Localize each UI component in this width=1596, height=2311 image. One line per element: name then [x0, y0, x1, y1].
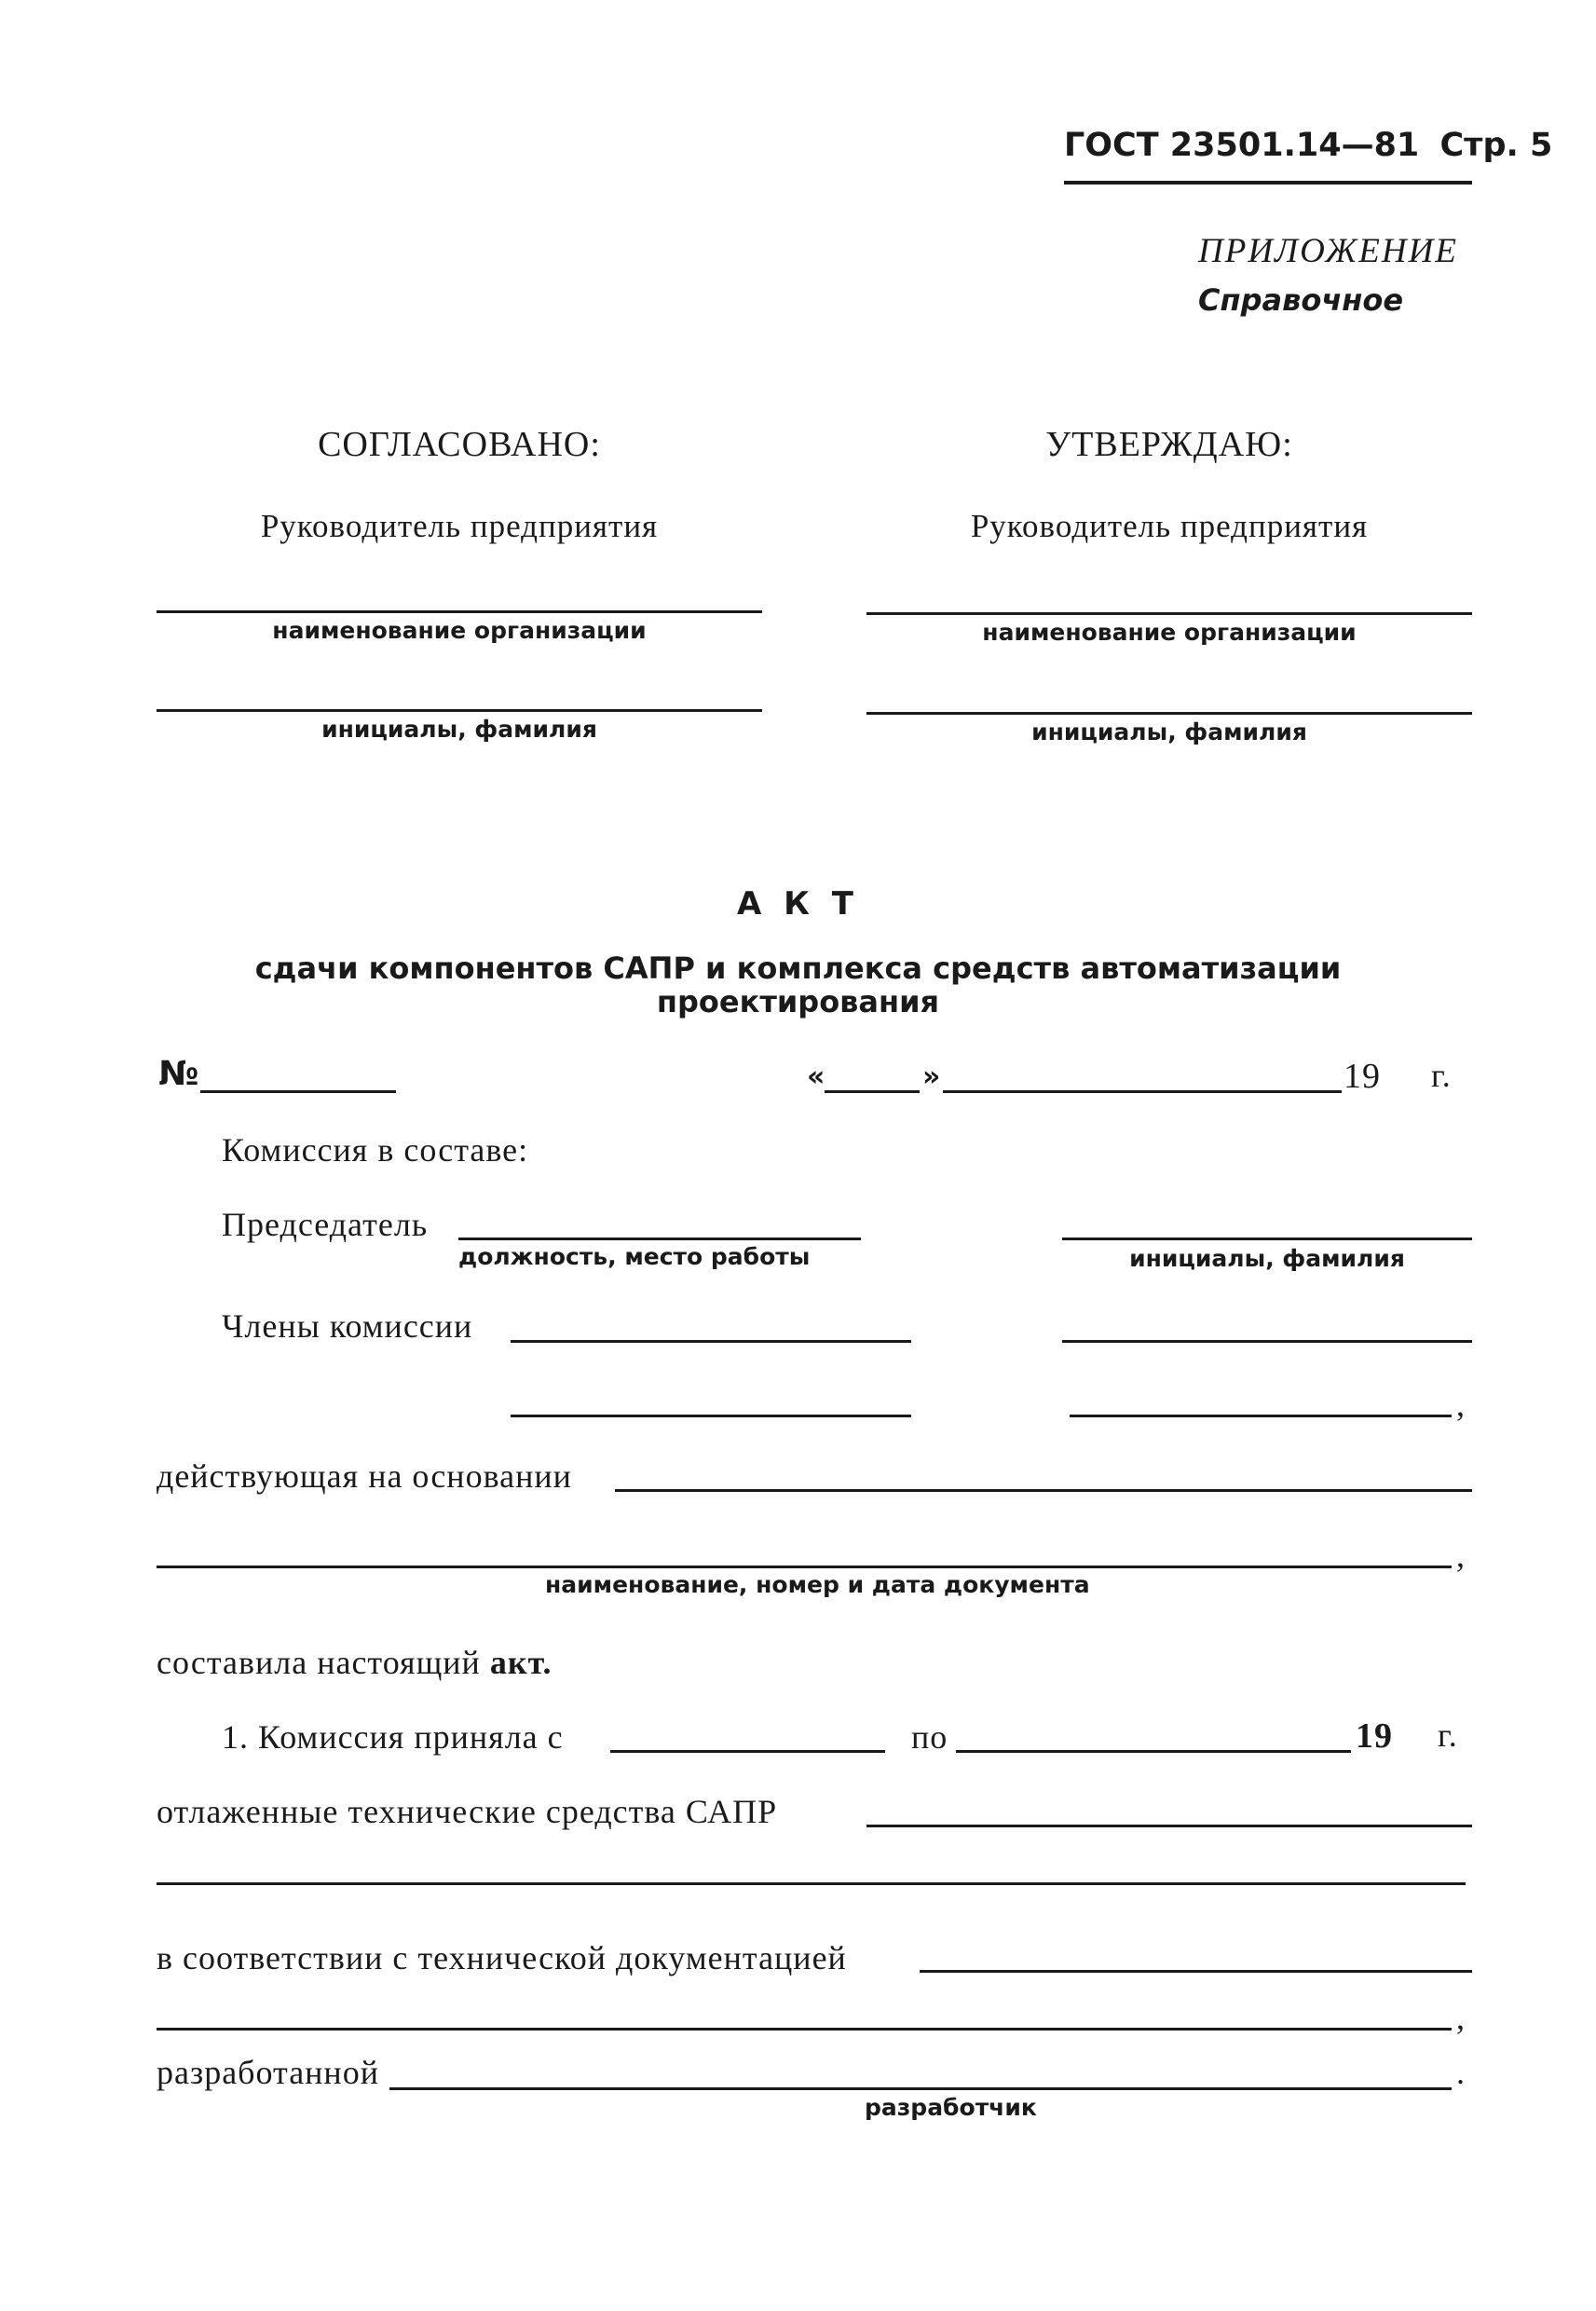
month-line — [943, 1090, 1342, 1093]
approved-name-caption: инициалы, фамилия — [1031, 718, 1307, 745]
docs-line-1 — [920, 1970, 1472, 1973]
hardware-line-2 — [157, 1882, 1466, 1885]
number-line — [200, 1090, 396, 1093]
header-rule — [1064, 181, 1472, 185]
accepted-from-label: 1. Комиссия приняла с — [222, 1718, 564, 1756]
members-label: Члены комиссии — [222, 1307, 473, 1345]
agreed-org-line — [157, 610, 762, 613]
commission-intro: Комиссия в составе: — [222, 1131, 529, 1169]
day-line — [825, 1090, 920, 1093]
chairman-label: Председатель — [222, 1206, 429, 1243]
developer-caption: разработчик — [865, 2094, 1037, 2121]
approved-org-caption: наименование организации — [982, 619, 1357, 646]
document-caption: наименование, номер и дата документа — [545, 1571, 1090, 1598]
agreed-heading: СОГЛАСОВАНО: — [318, 425, 601, 464]
member1-position-line — [511, 1340, 911, 1343]
agreed-name-caption: инициалы, фамилия — [321, 716, 597, 743]
basis-line-1 — [615, 1489, 1472, 1492]
approved-name-line — [866, 712, 1472, 715]
act-title: А К Т — [737, 885, 859, 923]
to-date-line — [956, 1750, 1351, 1753]
chairman-name-caption: инициалы, фамилия — [1129, 1245, 1405, 1272]
composed-act: акт. — [489, 1644, 552, 1681]
developer-period: . — [1456, 2054, 1466, 2091]
agreed-role: Руководитель предприятия — [260, 508, 659, 544]
hardware-label: отлаженные технические средства САПР — [157, 1793, 778, 1830]
basis-comma: , — [1456, 1537, 1466, 1574]
page-header — [1064, 127, 1552, 164]
act-subtitle-line1: сдачи компонентов САПР и комплекса средств автоматизации — [254, 950, 1342, 986]
basis-line-2 — [157, 1566, 1452, 1568]
standard-number: ГОСТ 23501.14—81 — [1064, 127, 1420, 164]
basis-label: действующая на основании — [157, 1457, 572, 1495]
docs-label: в соответствии с технической документацией — [157, 1939, 847, 1976]
approved-heading: УТВЕРЖДАЮ: — [1045, 425, 1293, 464]
docs-line-2 — [157, 2028, 1452, 2031]
composed-text: составила настоящий — [157, 1644, 481, 1681]
composed-line — [157, 1643, 552, 1682]
hardware-line-1 — [866, 1825, 1472, 1827]
date-quote-close: » — [922, 1060, 941, 1093]
item-year-prefix: 19 — [1356, 1716, 1393, 1756]
date-quote-open: « — [807, 1060, 825, 1093]
chairman-position-caption: должность, место работы — [458, 1243, 811, 1270]
item-year-suffix: г. — [1438, 1716, 1458, 1754]
number-sign: № — [158, 1055, 199, 1093]
agreed-org-caption: наименование организации — [272, 617, 647, 644]
member2-name-line — [1070, 1415, 1452, 1417]
member2-position-line — [511, 1415, 911, 1417]
chairman-name-line — [1062, 1238, 1472, 1240]
act-year-suffix: г. — [1431, 1057, 1452, 1094]
act-subtitle-line2: проектирования — [656, 984, 940, 1019]
page-number: Стр. 5 — [1439, 127, 1553, 164]
developer-line — [389, 2087, 1452, 2090]
appendix-subtitle: Справочное — [1198, 282, 1404, 318]
member2-comma: , — [1456, 1386, 1466, 1423]
appendix-title: ПРИЛОЖЕНИЕ — [1198, 232, 1458, 270]
chairman-position-line — [458, 1238, 861, 1240]
agreed-name-line — [157, 709, 762, 712]
approved-role: Руководитель предприятия — [970, 508, 1369, 544]
to-label: по — [911, 1718, 948, 1756]
from-date-line — [610, 1750, 885, 1753]
developed-label: разработанной — [157, 2054, 379, 2091]
docs-comma: , — [1456, 1999, 1466, 2036]
act-year-prefix: 19 — [1344, 1057, 1381, 1096]
member1-name-line — [1062, 1340, 1472, 1343]
approved-org-line — [866, 612, 1472, 615]
